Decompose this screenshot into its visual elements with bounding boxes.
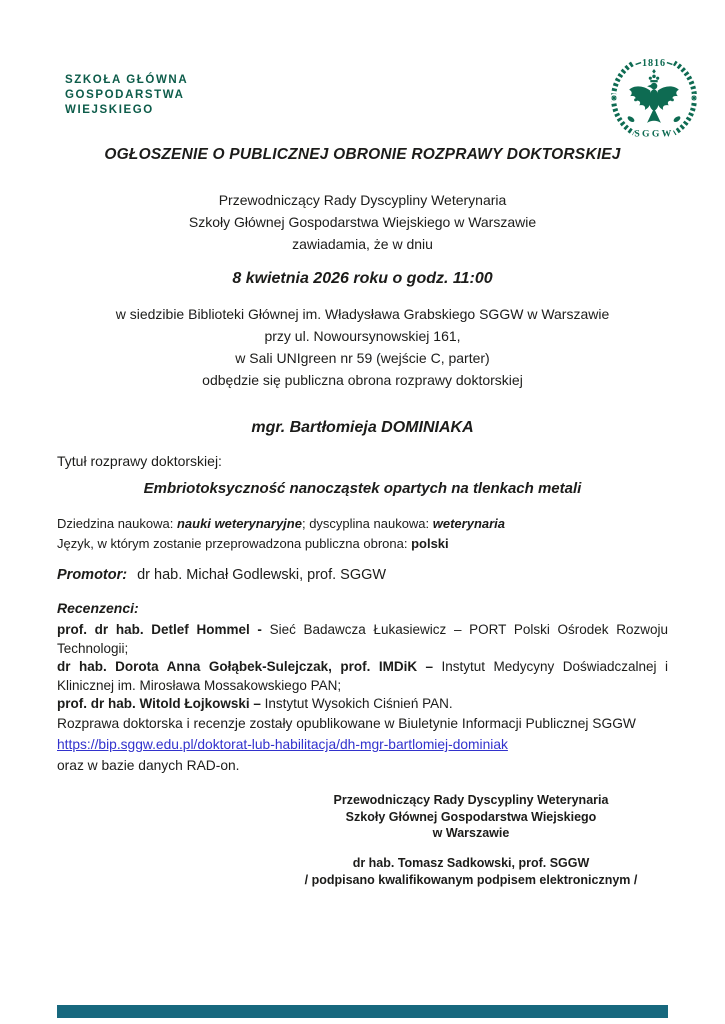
signatory-name: dr hab. Tomasz Sadkowski, prof. SGGW [352,856,590,870]
publication-paragraph [57,713,668,776]
wordmark-line: GOSPODARSTWA [65,89,185,101]
publication-link-line [57,734,668,755]
promotor-value: dr hab. Michał Godlewski, prof. SGGW [137,567,387,583]
publication-line: Rozprawa doktorska i recenzje zostały opublikowane w Biuletynie Informacji Publicznej SGGW [57,716,636,731]
language-line [57,534,668,554]
language-value: polski [411,536,449,551]
field-value: nauki weterynaryjne [176,516,302,531]
university-seal-icon [608,52,700,144]
signature-role-line: Szkoły Głównej Gospodarstwa Wiejskiego [345,809,597,824]
discipline-prefix: ; dyscyplina naukowa: [301,516,433,531]
footer-bar [57,1005,668,1018]
seal-acronym: SGGW [634,128,674,140]
seal-star-left [610,94,618,102]
signature-role-block [295,792,647,842]
defense-date: 8 kwietnia 2026 roku o godz. 11:00 [232,270,493,287]
signature-note: / podpisano kwalifikowanym podpisem elektronicznym / [304,872,638,887]
intro-line: Szkoły Głównej Gospodarstwa Wiejskiego w Warszawie [188,214,537,230]
location-line: odbędzie się publiczna obrona rozprawy doktorskiej [202,372,523,388]
language-prefix: Język, w którym zostanie przeprowadzona publiczna obrona: [57,536,412,551]
intro-line: Przewodniczący Rady Dyscypliny Weterynaria [218,192,507,208]
reviewers-list [57,621,668,714]
promotor-label: Promotor: [57,567,128,583]
reviewer-name: prof. dr hab. Witold Łojkowski – [57,696,261,711]
seal-eagle-icon [627,75,682,124]
promotor-line [57,567,668,583]
reviewer-affiliation: Sieć Badawcza Łukasiewicz – PORT Polski Ośrodek Rozwoju Technologii; [57,622,668,656]
reviewer-affiliation: Instytut Wysokich Ciśnień PAN. [260,696,453,711]
bip-link[interactable]: https://bip.sggw.edu.pl/doktorat-lub-habilitacja/dh-mgr-bartlomiej-dominiak [57,737,508,752]
field-prefix: Dziedzina naukowa: [57,516,177,531]
signature-role-line: w Warszawie [432,826,510,840]
reviewer-item [57,621,668,658]
seal-star-right [690,94,698,102]
reviewer-name: prof. dr hab. Detlef Hommel - [57,622,262,637]
seal-year: 1816 [642,57,666,69]
reviewer-item [57,695,668,714]
location-line: w siedzibie Biblioteki Głównej im. Władysława Grabskiego SGGW w Warszawie [115,306,610,322]
reviewer-name: dr hab. Dorota Anna Gołąbek-Sulejczak, prof. IMDiK – [57,659,434,674]
reviewer-affiliation: Instytut Medycyny Doświadczalnej i Klinicznej im. Mirosława Mossakowskiego PAN; [57,659,668,693]
thesis-label: Tytuł rozprawy doktorskiej: [57,453,222,469]
discipline-value: weterynaria [432,516,506,531]
reviewer-item [57,658,668,695]
publication-line: oraz w bazie danych RAD-on. [57,758,240,773]
wordmark-line: WIEJSKIEGO [65,104,154,116]
location-paragraph [0,303,725,391]
wordmark-line: SZKOŁA GŁÓWNA [65,74,189,86]
field-discipline-line [57,514,668,534]
candidate-name: mgr. Bartłomieja DOMINIAKA [251,419,474,436]
intro-line: zawiadamia, że w dniu [292,236,433,252]
meta-paragraph [57,514,668,554]
thesis-title: Embriotoksyczność nanocząstek opartych na tlenkach metali [143,480,582,497]
intro-paragraph [0,189,725,255]
signature-name-block [295,855,647,888]
signature-role-line: Przewodniczący Rady Dyscypliny Weterynaria [333,793,609,807]
location-line: przy ul. Nowoursynowskiej 161, [264,328,461,344]
location-line: w Sali UNIgreen nr 59 (wejście C, parter) [235,350,490,366]
university-wordmark [65,73,188,118]
reviewers-label: Recenzenci: [57,600,139,616]
announcement-title: OGŁOSZENIE O PUBLICZNEJ OBRONIE ROZPRAWY DOKTORSKIEJ [104,146,621,163]
